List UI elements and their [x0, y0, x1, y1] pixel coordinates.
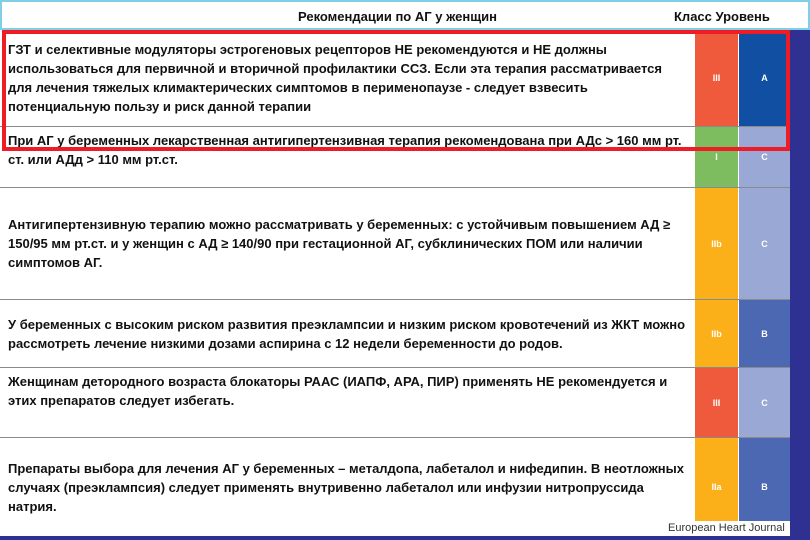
- level-badge: C: [738, 188, 790, 299]
- recommendation-text: При АГ у беременных лекарственная антигипертензивная терапия рекомендована при АДс > 160 мм рт. ст. или АДд > 110 мм рт.ст.: [0, 127, 694, 187]
- class-badge: I: [694, 127, 738, 187]
- table-row: [0, 127, 790, 188]
- table-row: [0, 188, 790, 300]
- table-title: Рекомендации по АГ у женщин: [298, 9, 498, 24]
- level-badge: B: [738, 438, 790, 536]
- level-badge: B: [738, 300, 790, 367]
- table-row: [0, 30, 790, 127]
- class-badge: III: [694, 30, 738, 126]
- table-row: [0, 300, 790, 368]
- recommendation-text: Препараты выбора для лечения АГ у беременных – металдопа, лабеталол и нифедипин. В неотложных случаях (преэклампсия) следует применять внутривенно лабеталол или инфузии нитропруссида натрия.: [0, 438, 694, 536]
- recommendation-text: У беременных с высоким риском развития преэклампсии и низким риском кровотечений из ЖКТ можно рассмотреть лечение низкими дозами аспирина с 12 недели беременности до родов.: [0, 300, 694, 367]
- class-level-header: Класс Уровень: [674, 9, 770, 24]
- class-badge: III: [694, 368, 738, 437]
- class-badge: IIa: [694, 438, 738, 536]
- table-row: [0, 368, 790, 438]
- table-header: [0, 0, 810, 30]
- level-badge: A: [738, 30, 790, 126]
- level-badge: C: [738, 368, 790, 437]
- class-badge: IIb: [694, 188, 738, 299]
- side-decoration-strip: [790, 30, 810, 536]
- class-badge: IIb: [694, 300, 738, 367]
- recommendation-text: Женщинам детородного возраста блокаторы РААС (ИАПФ, АРА, ПИР) применять НЕ рекомендуется и этих препаратов следует избегать.: [0, 368, 694, 437]
- recommendations-table: [0, 30, 790, 536]
- level-badge: C: [738, 127, 790, 187]
- bottom-decoration-strip: [0, 536, 810, 540]
- recommendation-text: Антигипертензивную терапию можно рассматривать у беременных: с устойчивым повышением АД ≥ 150/95 мм рт.ст. и у женщин с АД ≥ 140/90 при гестационной АГ, субклинических ПОМ или наличии симптомов АГ.: [0, 188, 694, 299]
- journal-caption: European Heart Journal: [662, 521, 790, 536]
- recommendation-text: ГЗТ и селективные модуляторы эстрогеновых рецепторов НЕ рекомендуются и НЕ должны использоваться для первичной и вторичной профилактики ССЗ. Если эта терапия рассматривается для лечения тяжелых климактерических симптомов в перименопаузе - следует взвесить потенциальную пользу и риск данной терапии: [0, 30, 694, 126]
